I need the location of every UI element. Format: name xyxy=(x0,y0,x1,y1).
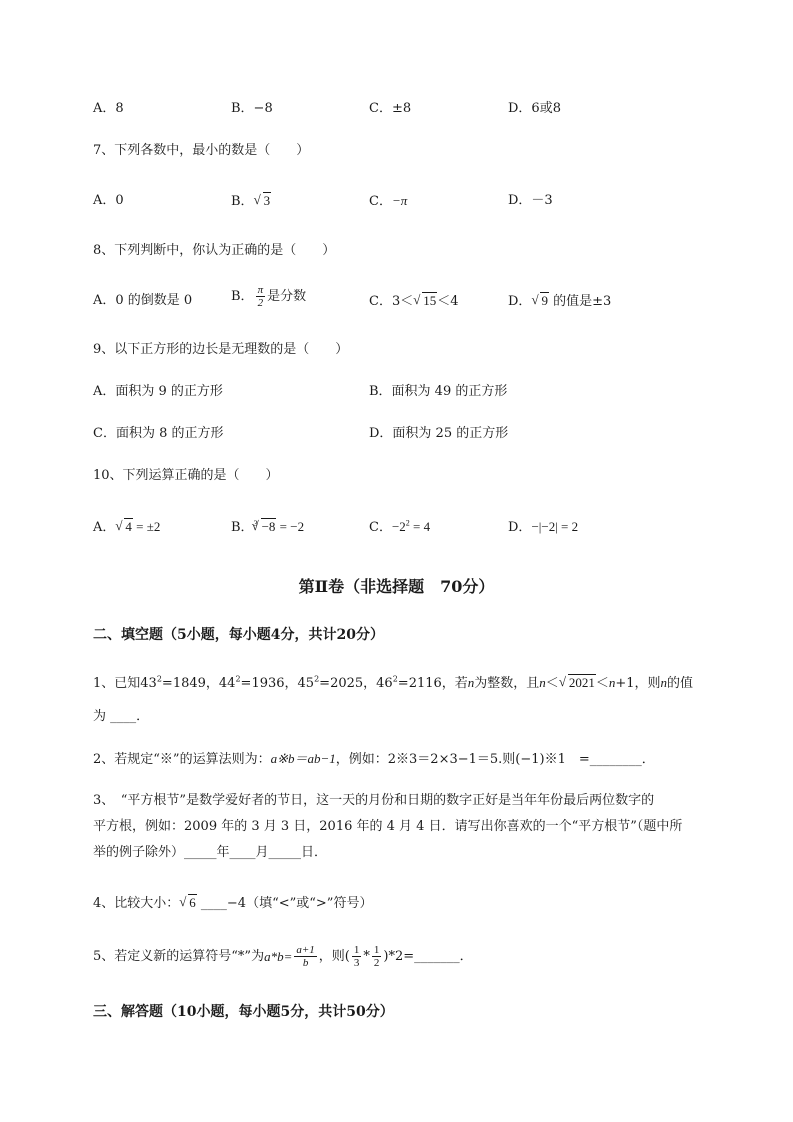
fill-q5-text-b: ，则( xyxy=(318,948,350,964)
q8-b-numerator: π xyxy=(257,284,264,296)
fill-q1-text-a: 1、已知43 xyxy=(93,676,157,691)
q9-option-b: B．面积为 49 的正方形 xyxy=(369,384,508,399)
sqrt-symbol xyxy=(413,292,437,310)
q10-option-d-label: D． xyxy=(508,520,532,535)
fill-q2 xyxy=(93,750,655,769)
q10-d-math: −|−2| = 2 xyxy=(531,519,579,534)
q7-option-a: A．0 xyxy=(93,193,124,208)
fill-q1-text-i: +1，则 xyxy=(615,676,661,691)
fill-q1-line2: 为 ____． xyxy=(93,709,150,724)
fill-q1-text-f: 为整数，且 xyxy=(474,676,540,691)
fill-q5-text-a: 5、若定义新的运算符号“*”为 xyxy=(93,948,265,964)
q8-option-b xyxy=(231,284,306,309)
q7-option-b xyxy=(231,192,271,211)
q8-option-d xyxy=(508,292,611,311)
q7-b-radicand: 3 xyxy=(263,193,271,208)
q10-b-radicand: −8 xyxy=(261,519,276,534)
sqrt-symbol xyxy=(254,192,272,210)
fill-q5-f2-denominator: 2 xyxy=(373,957,380,969)
fill-q5-fraction-one-third xyxy=(352,944,362,969)
q10-option-b-label: B． xyxy=(231,520,254,535)
q10-option-c xyxy=(369,518,430,537)
answer-section-heading: 三、解答题（10小题，每小题5分，共计50分） xyxy=(93,1004,394,1020)
fill-q2-text-b: ，例如：2※3＝2×3−1＝5.则(−1)※1 =________． xyxy=(335,752,655,767)
q8-b-suffix: 是分数 xyxy=(267,288,307,304)
q10-option-a xyxy=(93,518,160,537)
q8-c-radicand: 15 xyxy=(423,293,437,308)
q7-option-b-label: B． xyxy=(231,194,254,209)
fill-q4-text-b: ____−4（填“<”或“>”符号） xyxy=(196,896,373,911)
q10-c-suffix: = 4 xyxy=(409,519,431,534)
fill-q5-f1-numerator: 1 xyxy=(353,944,360,956)
q10-a-suffix: = ±2 xyxy=(132,519,161,534)
exponent: 2 xyxy=(156,674,162,684)
fill-q5-f2-numerator: 1 xyxy=(373,944,380,956)
q6-option-a: A．8 xyxy=(93,101,124,116)
sqrt-symbol xyxy=(115,518,133,536)
exponent: 2 xyxy=(235,674,241,684)
sqrt-symbol xyxy=(179,894,197,912)
fill-q5-def-numerator: a+1 xyxy=(296,944,315,956)
fill-q1-text-b: =1849，44 xyxy=(161,676,236,691)
q8-d-suffix: 的值是±3 xyxy=(548,294,612,309)
q10-b-suffix: = −2 xyxy=(276,519,305,534)
q10-option-c-label: C． xyxy=(369,520,392,535)
fill-q1-text-j: 的值 xyxy=(667,676,694,691)
fill-q5-def: a*b= xyxy=(264,948,293,964)
q10-c-math: −2 xyxy=(391,519,406,534)
fill-q4-radicand: 6 xyxy=(189,895,196,910)
fill-q1-text-e: =2116，若 xyxy=(397,676,468,691)
q9-option-c: C．面积为 8 的正方形 xyxy=(93,426,224,441)
sqrt-symbol xyxy=(252,518,277,536)
fill-q2-text-a: 2、若规定“※”的运算法则为： xyxy=(93,752,271,767)
fill-q1-text-d: =2025，46 xyxy=(319,676,393,691)
q7-option-c xyxy=(369,192,407,211)
fill-q1-line1 xyxy=(93,674,693,693)
part-two-title: 第Ⅱ卷（非选择题 70分） xyxy=(298,577,495,596)
fill-q4 xyxy=(93,894,372,913)
q6-option-d: D．6或8 xyxy=(508,101,561,116)
q7-option-d: D．－3 xyxy=(508,193,553,208)
q8-c-suffix: ＜4 xyxy=(437,294,459,309)
var-n: n xyxy=(608,675,616,690)
q9-stem: 9、以下正方形的边长是无理数的是（ ） xyxy=(93,342,349,357)
q9-option-a: A．面积为 9 的正方形 xyxy=(93,384,223,399)
q7-c-math: −π xyxy=(391,193,408,208)
exponent: 2 xyxy=(314,674,320,684)
q10-b-root-index: 3 xyxy=(253,518,258,528)
fill-q5-text-c: )*2=_______． xyxy=(383,948,473,964)
fill-q5-def-denominator: b xyxy=(302,957,309,969)
exponent: 2 xyxy=(392,674,398,684)
q9-option-d: D．面积为 25 的正方形 xyxy=(369,426,509,441)
fill-q1-radicand: 2021 xyxy=(568,675,595,690)
fill-q2-rule: a※b＝ab−1 xyxy=(270,751,336,766)
q10-option-d xyxy=(508,518,578,537)
q7-stem: 7、下列各数中，最小的数是（ ） xyxy=(93,143,310,158)
var-n: n xyxy=(660,675,667,690)
q7-option-c-label: C． xyxy=(369,194,392,209)
q10-stem: 10、下列运算正确的是（ ） xyxy=(93,468,279,483)
q10-option-a-label: A． xyxy=(93,520,116,535)
q8-option-d-label: D． xyxy=(508,294,532,309)
q6-option-b: B．−8 xyxy=(231,101,273,116)
fill-q5-f1-denominator: 3 xyxy=(353,957,360,969)
fill-q5-star: * xyxy=(363,948,370,964)
fill-q3-line2: 平方根，例如：2009 年的 3 月 3 日，2016 年的 4 月 4 日．请写出你喜欢的一个“平方根节”（题中所 xyxy=(93,819,683,834)
fill-q3-line3: 举的例子除外）_____年____月_____日． xyxy=(93,845,328,860)
q10-option-b xyxy=(231,518,304,537)
fill-q5 xyxy=(93,944,473,969)
q8-d-radicand: 9 xyxy=(541,293,548,308)
q8-option-c-label: C．3＜ xyxy=(369,294,414,309)
fill-q4-text-a: 4、比较大小： xyxy=(93,896,180,911)
sqrt-symbol xyxy=(531,292,549,310)
q10-a-radicand: 4 xyxy=(125,519,132,534)
var-n: n xyxy=(467,675,475,690)
fill-q1-text-g: ＜ xyxy=(545,676,559,691)
q8-option-b-label: B． xyxy=(231,288,254,304)
fill-in-section-heading: 二、填空题（5小题，每小题4分，共计20分） xyxy=(93,627,384,643)
q10-c-exponent: 2 xyxy=(405,518,410,528)
fill-q1-text-c: =1936，45 xyxy=(240,676,315,691)
q8-option-a: A．0 的倒数是 0 xyxy=(93,293,193,308)
q8-b-denominator: 2 xyxy=(257,297,264,309)
fill-q1-text-h: ＜ xyxy=(595,676,609,691)
fill-q3-line1: 3、 “平方根节”是数学爱好者的节日，这一天的月份和日期的数字正好是当年年份最后两位数字的 xyxy=(93,793,655,808)
sqrt-symbol xyxy=(559,674,596,692)
q8-b-fraction xyxy=(256,284,266,309)
fill-q5-def-fraction xyxy=(294,944,316,969)
q8-option-c xyxy=(369,292,459,311)
q8-stem: 8、下列判断中，你认为正确的是（ ） xyxy=(93,243,336,258)
q6-option-c: C．±8 xyxy=(369,101,412,116)
var-n: n xyxy=(539,675,546,690)
fill-q5-fraction-one-half xyxy=(372,944,382,969)
